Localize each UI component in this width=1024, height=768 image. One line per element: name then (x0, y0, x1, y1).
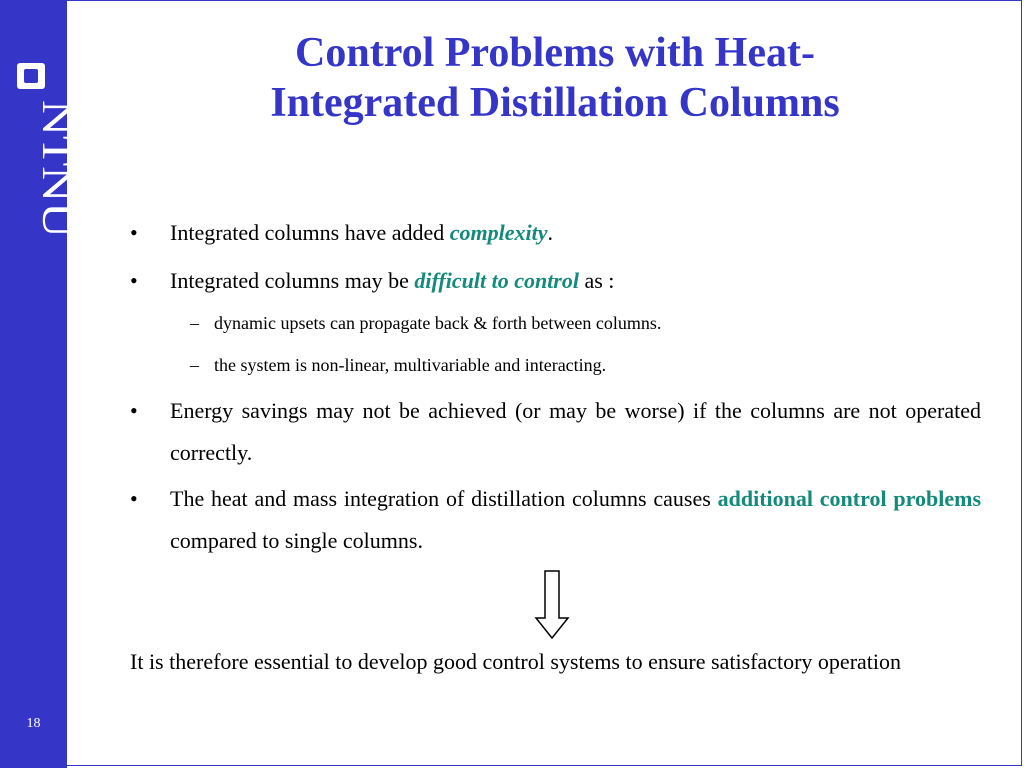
bullet-difficult-to-control: • Integrated columns may be difficult to control as : (130, 260, 981, 302)
sidebar (0, 0, 79, 768)
bullet-energy-savings: • Energy savings may not be achieved (or may be worse) if the columns are not operated correctly. (130, 390, 981, 474)
highlight-complexity: complexity (449, 220, 548, 245)
title-line-1: Control Problems with Heat- (295, 30, 815, 76)
slide-content (130, 212, 981, 562)
subbullet-nonlinear: – the system is non-linear, multivariable and interacting. (130, 344, 981, 386)
svg-text:NTNU: NTNU (34, 100, 79, 212)
highlight-difficult-to-control: difficult to control (414, 268, 579, 293)
bullet-dot-icon: • (130, 220, 138, 245)
bullet-integration: • The heat and mass integration of distillation columns causes additional control problems compared to single columns. (130, 478, 981, 562)
slide-title (130, 28, 980, 128)
bullet-dot-icon: • (130, 486, 138, 511)
bullet-complexity: • Integrated columns have added complexity. (130, 212, 981, 254)
page-number: 18 (26, 716, 41, 731)
conclusion-text: It is therefore essential to develop good control systems to ensure satisfactory operation (130, 649, 902, 674)
down-arrow-icon (534, 570, 570, 640)
dash-icon: – (190, 355, 199, 375)
highlight-additional-control-problems: additional control problems (717, 486, 982, 511)
bullet-dot-icon: • (130, 268, 138, 293)
title-line-2: Integrated Distillation Columns (270, 80, 840, 126)
dash-icon: – (190, 313, 199, 333)
ntnu-logo-icon (16, 62, 46, 90)
ntnu-logo-text (12, 100, 79, 250)
bullet-dot-icon: • (130, 398, 138, 423)
subbullet-dynamic-upsets: – dynamic upsets can propagate back & forth between columns. (130, 302, 981, 344)
